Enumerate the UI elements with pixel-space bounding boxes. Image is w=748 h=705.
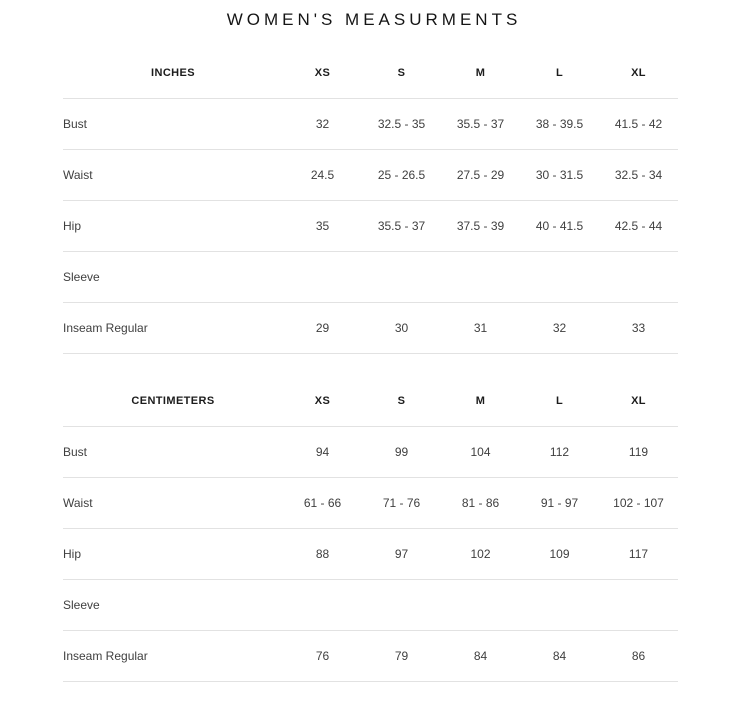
measurement-value: 33	[631, 321, 646, 335]
measurement-label: Inseam Regular	[63, 321, 148, 335]
measurement-value: 102 - 107	[613, 496, 664, 510]
measurement-value: 99	[394, 445, 409, 459]
measurement-value: 24.5	[310, 168, 335, 182]
size-column-header: XL	[631, 394, 646, 407]
table-row	[63, 478, 678, 529]
measurement-value: 84	[473, 649, 488, 663]
measurement-value: 109	[549, 547, 570, 561]
measurement-value: 32	[315, 117, 330, 131]
measurement-value: 29	[315, 321, 330, 335]
measurement-value: 42.5 - 44	[614, 219, 663, 233]
measurement-value: 86	[631, 649, 646, 663]
measurement-value: 119	[628, 445, 649, 459]
measurement-value: 37.5 - 39	[456, 219, 505, 233]
measurement-value: 35.5 - 37	[456, 117, 505, 131]
measurement-value: 97	[394, 547, 409, 561]
measurement-value: 76	[315, 649, 330, 663]
measurement-value: 112	[549, 445, 570, 459]
measurement-value: 30 - 31.5	[535, 168, 584, 182]
measurement-label: Waist	[63, 168, 93, 182]
table-row	[63, 150, 678, 201]
unit-header: CENTIMETERS	[131, 394, 215, 407]
measurement-value: 79	[394, 649, 409, 663]
measurement-value: 117	[628, 547, 649, 561]
measurement-value: 31	[473, 321, 488, 335]
size-column-header: S	[397, 394, 406, 407]
measurement-value: 81 - 86	[461, 496, 500, 510]
size-column-header: XL	[631, 66, 646, 79]
measurement-value: 32.5 - 34	[614, 168, 663, 182]
measurement-value: 32	[552, 321, 567, 335]
table-row	[63, 303, 678, 354]
measurement-value: 102	[470, 547, 491, 561]
unit-header: INCHES	[151, 66, 195, 79]
measurement-value: 35	[315, 219, 330, 233]
measurement-value: 35.5 - 37	[377, 219, 426, 233]
table-row	[63, 631, 678, 682]
measurement-value: 104	[470, 445, 491, 459]
table-header-row	[63, 375, 678, 427]
measurement-value: 38 - 39.5	[535, 117, 584, 131]
measurement-value: 25 - 26.5	[377, 168, 426, 182]
measurement-value: 30	[394, 321, 409, 335]
measurement-value: 94	[315, 445, 330, 459]
measurement-value: 84	[552, 649, 567, 663]
measurement-label: Bust	[63, 445, 88, 459]
table-row	[63, 529, 678, 580]
measurement-value: 71 - 76	[382, 496, 421, 510]
measurement-value: 61 - 66	[303, 496, 342, 510]
size-column-header: M	[475, 394, 486, 407]
page-title: WOMEN'S MEASURMENTS	[226, 10, 522, 29]
size-column-header: M	[475, 66, 486, 79]
size-column-header: L	[555, 394, 564, 407]
measurement-label: Hip	[63, 219, 82, 233]
size-column-header: XS	[314, 66, 331, 79]
table-header-row	[63, 47, 678, 99]
table-row	[63, 427, 678, 478]
measurement-value: 91 - 97	[540, 496, 579, 510]
size-chart-page	[0, 10, 748, 682]
table-row	[63, 252, 678, 303]
size-column-header: L	[555, 66, 564, 79]
measurement-value: 41.5 - 42	[614, 117, 663, 131]
measurement-label: Inseam Regular	[63, 649, 148, 663]
table-row	[63, 201, 678, 252]
measurement-label: Sleeve	[63, 270, 100, 284]
measurement-label: Hip	[63, 547, 82, 561]
measurement-value: 40 - 41.5	[535, 219, 584, 233]
table-row	[63, 580, 678, 631]
measurement-value: 32.5 - 35	[377, 117, 426, 131]
size-column-header: XS	[314, 394, 331, 407]
size-column-header: S	[397, 66, 406, 79]
measurement-value: 27.5 - 29	[456, 168, 505, 182]
measurement-value: 88	[315, 547, 330, 561]
measurement-label: Waist	[63, 496, 93, 510]
measurement-label: Sleeve	[63, 598, 100, 612]
centimeters-table	[63, 375, 678, 682]
measurement-label: Bust	[63, 117, 88, 131]
table-row	[63, 99, 678, 150]
inches-table	[63, 47, 678, 354]
